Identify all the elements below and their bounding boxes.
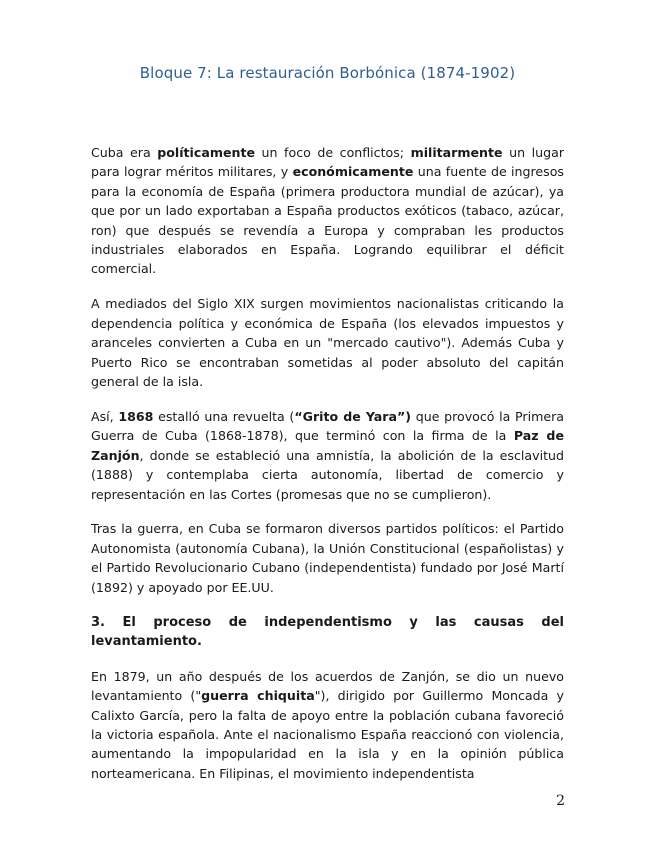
text-run: un lugar para lograr méritos militares, y bbox=[91, 145, 565, 180]
section-heading: 3. El proceso de independentismo y las causas del levantamiento. bbox=[91, 614, 564, 649]
bold-term: Paz de Zanjón bbox=[91, 428, 564, 463]
bold-term: militarmente bbox=[410, 145, 503, 160]
bold-term: políticamente bbox=[157, 145, 256, 160]
text-run: Cuba era bbox=[91, 145, 158, 160]
text-run: que provocó la Primera Guerra de Cuba (1868-1878), que terminó con la firma de la bbox=[91, 408, 565, 444]
text-run: una fuente de ingresos para la economía de España (primera productora mundial de azúcar), ya que por un lado exportaban a España productos exóticos (tabaco, azúcar, ron) que después se revendía a Europa y compraban les productos industriales elaborados en España. Logrando equilibrar el déficit comercial. bbox=[91, 164, 564, 277]
text-run: Así, bbox=[91, 408, 119, 424]
text-run: , donde se estableció una amnistía, la abolición de la esclavitud (1888) y contemplaba cierta autonomía, libertad de comercio y representación en las Cortes (promesas que no se cumplieron). bbox=[91, 447, 564, 502]
document-body bbox=[91, 143, 564, 799]
text-run: Tras la guerra, en Cuba se formaron diversos partidos políticos: el Partido Autonomista (autonomía Cubana), la Unión Constitucional (españolistas) y el Partido Revolucionario Cubano (independentista) fundado por José Martí (1892) y apoyado por EE.UU. bbox=[91, 521, 564, 595]
paragraph bbox=[91, 667, 564, 783]
page-header-title: Bloque 7: La restauración Borbónica (1874-1902) bbox=[139, 64, 516, 82]
text-run: estalló una revuelta ( bbox=[153, 408, 295, 424]
page-number: 2 bbox=[556, 793, 565, 809]
bold-term: guerra chiquita bbox=[201, 688, 315, 704]
bold-term: “Grito de Yara”) bbox=[294, 408, 412, 424]
text-run: un foco de conflictos; bbox=[255, 145, 411, 160]
paragraph bbox=[91, 519, 564, 597]
bold-term: económicamente bbox=[292, 164, 414, 180]
text-run: En 1879, un año después de los acuerdos de Zanjón, se dio un nuevo levantamiento (" bbox=[91, 668, 564, 704]
text-run: A mediados del Siglo XIX surgen movimientos nacionalistas criticando la dependencia política y económica de España (los elevados impuestos y aranceles convierten a Cuba en un "mercado cautivo"). Además Cuba y Puerto Rico se encontraban sometidas al poder absoluto del capitán general de la isla. bbox=[91, 296, 564, 389]
paragraph bbox=[91, 143, 564, 279]
paragraph bbox=[91, 407, 564, 504]
bold-term: 1868 bbox=[118, 408, 154, 424]
text-run: "), dirigido por Guillermo Moncada y Calixto García, pero la falta de apoyo entre la población cubana favoreció la victoria española. Ante el nacionalismo España reaccionó con violencia, aumentando la impopularidad en la isla y en la opinión pública norteamericana. En Filipinas, el movimiento independentista bbox=[91, 688, 565, 781]
paragraph bbox=[91, 294, 564, 391]
